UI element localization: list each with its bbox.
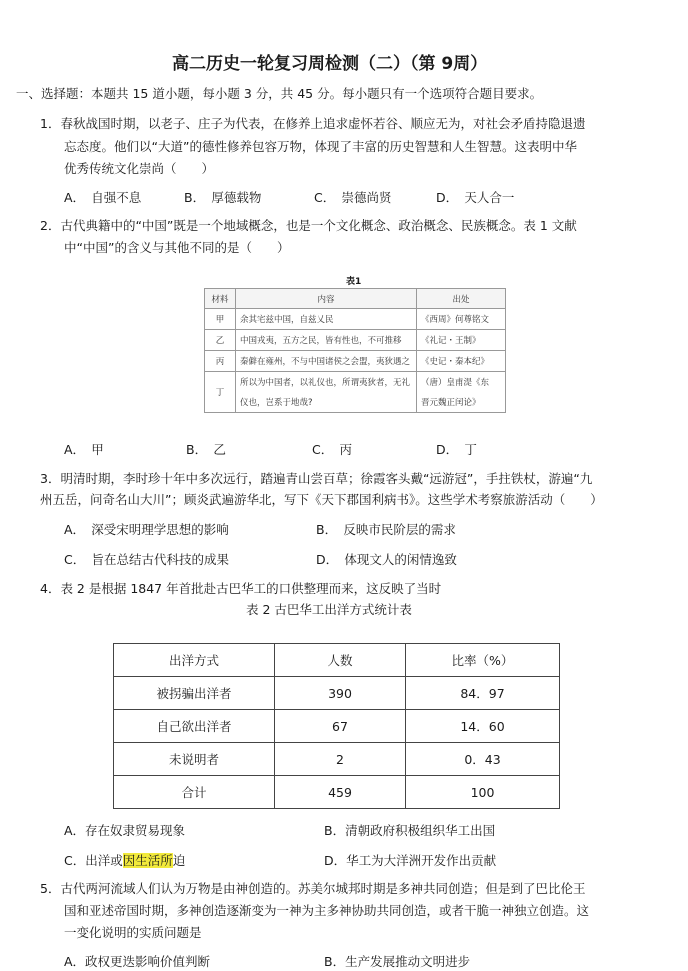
q5-line-3: 一变化说明的实质问题是	[64, 925, 202, 940]
q2-line-2: 中“中国”的含义与其他不同的是（ ）	[64, 240, 290, 255]
table-cell: 余其宅兹中国，自兹乂民	[236, 309, 417, 330]
q3-option-d[interactable]: D． 体现文人的闲情逸致	[316, 552, 457, 567]
q2-option-a[interactable]: A． 甲	[64, 442, 104, 457]
q1-line-1: 1．春秋战国时期，以老子、庄子为代表，在修养上追求虚怀若谷、顺应无为，对社会矛盾持隐退遗	[40, 116, 586, 131]
q1-option-a[interactable]: A． 自强不息	[64, 190, 142, 205]
table-2-header: 人数	[275, 644, 406, 677]
table-cell: 2	[275, 743, 406, 776]
page-title: 高二历史一轮复习周检测（二）（第 9周）	[172, 54, 488, 74]
table-cell: 乙	[205, 330, 236, 351]
table-cell: 14．60	[406, 710, 560, 743]
q2-line-1: 2．古代典籍中的“中国”既是一个地域概念，也是一个文化概念、政治概念、民族概念。表 1 文献	[40, 218, 577, 233]
table-row	[114, 677, 560, 710]
table-1-caption: 表1	[346, 277, 362, 287]
q4-option-a[interactable]: A．存在奴隶贸易现象	[64, 823, 186, 838]
table-1	[204, 288, 506, 413]
table-cell: 中国戎夷，五方之民，皆有性也，不可推移	[236, 330, 417, 351]
q2-option-c[interactable]: C． 丙	[312, 442, 352, 457]
table-1-header: 出处	[417, 289, 506, 309]
table-cell: 晋元魏正闰论》	[417, 392, 506, 413]
q3-line-1: 3．明清时期，李时珍十年中多次远行，踏遍青山尝百草；徐霞客头戴“远游冠”，手拄铁杖，游遍“九	[40, 471, 593, 486]
q5-option-a[interactable]: A．政权更迭影响价值判断	[64, 954, 211, 969]
table-cell: （唐）皇甫湜《东	[417, 372, 506, 393]
table-2-header-row	[114, 644, 560, 677]
table-row	[205, 309, 506, 330]
table-cell: 所以为中国者，以礼仪也，所谓夷狄者，无礼	[236, 372, 417, 393]
table-cell: 未说明者	[114, 743, 275, 776]
highlighted-text: 因生活所	[122, 853, 173, 868]
table-cell: 84．97	[406, 677, 560, 710]
table-cell: 《史记・秦本纪》	[417, 351, 506, 372]
q5-option-b[interactable]: B．生产发展推动文明进步	[324, 954, 471, 969]
table-2	[113, 643, 560, 809]
table-1-header: 内容	[236, 289, 417, 309]
table-2-header: 出洋方式	[114, 644, 275, 677]
q1-line-2: 忘态度。他们以“大道”的德性修养包容万物，体现了丰富的历史智慧和人生智慧。这表明中华	[64, 139, 577, 154]
table-row	[114, 710, 560, 743]
table-cell: 被拐骗出洋者	[114, 677, 275, 710]
table-1-header: 材料	[205, 289, 236, 309]
table-cell: 《西周》何尊铭文	[417, 309, 506, 330]
table-cell: 甲	[205, 309, 236, 330]
table-cell: 丁	[205, 372, 236, 413]
table-2-caption: 表 2 古巴华工出洋方式统计表	[246, 602, 412, 617]
q4-line-1: 4．表 2 是根据 1847 年首批赴古巴华工的口供整理而来，这反映了当时	[40, 581, 442, 596]
q1-option-c[interactable]: C． 崇德尚贤	[314, 190, 392, 205]
q5-line-2: 国和亚述帝国时期，多神创造逐渐变为一神为主多神协助共同创造，或者干脆一神独立创造。这	[64, 903, 590, 918]
q3-line-2: 州五岳，问奇名山大川”；顾炎武遍游华北，写下《天下郡国利病书》。这些学术考察旅游活动（ ）	[40, 492, 603, 507]
q4-option-b[interactable]: B．清朝政府积极组织华工出国	[324, 823, 496, 838]
q1-option-b[interactable]: B． 厚德载物	[184, 190, 262, 205]
table-row	[114, 776, 560, 809]
q3-option-b[interactable]: B． 反映市民阶层的需求	[316, 522, 456, 537]
q4-option-c-text: C．出洋或	[64, 853, 123, 868]
table-cell: 390	[275, 677, 406, 710]
q5-line-1: 5．古代两河流域人们认为万物是由神创造的。苏美尔城邦时期是多神共同创造；但是到了巴比伦王	[40, 881, 586, 896]
table-cell: 100	[406, 776, 560, 809]
table-cell: 459	[275, 776, 406, 809]
q1-line-3: 优秀传统文化崇尚（ ）	[64, 161, 215, 176]
q3-option-c[interactable]: C． 旨在总结古代科技的成果	[64, 552, 229, 567]
q1-option-d[interactable]: D． 天人合一	[436, 190, 515, 205]
table-cell: 秦僻在雍州，不与中国诸侯之会盟，夷狄遇之	[236, 351, 417, 372]
q2-option-d[interactable]: D． 丁	[436, 442, 477, 457]
q2-option-b[interactable]: B． 乙	[186, 442, 226, 457]
table-cell: 丙	[205, 351, 236, 372]
table-cell: 自己欲出洋者	[114, 710, 275, 743]
table-row	[205, 330, 506, 351]
q4-option-c[interactable]	[64, 851, 185, 869]
section-header: 一、选择题：本题共 15 道小题，每小题 3 分，共 45 分。每小题只有一个选项符合题目要求。	[16, 86, 543, 101]
q4-option-d[interactable]: D．华工为大洋洲开发作出贡献	[324, 853, 497, 868]
table-row	[205, 372, 506, 393]
table-1-header-row	[205, 289, 506, 309]
q3-option-a[interactable]: A． 深受宋明理学思想的影响	[64, 522, 229, 537]
table-row	[205, 351, 506, 372]
table-cell: 仪也，岂系于地哉?	[236, 392, 417, 413]
table-row	[114, 743, 560, 776]
table-cell: 67	[275, 710, 406, 743]
q4-option-c-text: 迫	[172, 853, 186, 868]
table-2-header: 比率（%）	[406, 644, 560, 677]
table-cell: 《礼记・王制》	[417, 330, 506, 351]
table-cell: 合计	[114, 776, 275, 809]
table-row	[205, 392, 506, 413]
table-cell: 0．43	[406, 743, 560, 776]
